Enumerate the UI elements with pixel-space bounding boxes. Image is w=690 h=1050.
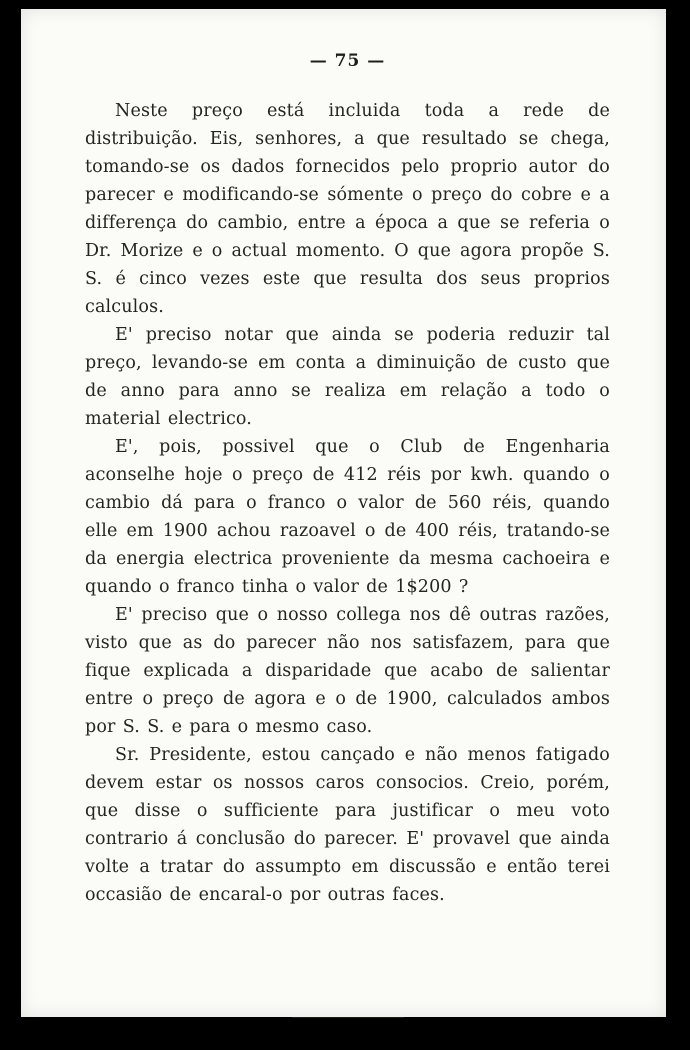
section-divider [292, 1017, 404, 1018]
page-number: — 75 — [309, 51, 386, 71]
paragraph: Neste preço está incluida toda a rede de distribuição. Eis, senhores, a que resultado se chega, tomando-se os dados fornecidos pelo proprio autor do parecer e modificando-se sómente o preço do cobre e a differença do cambio, entre a época a que se referia o Dr. Morize e o actual momento. O que agora propõe S. S. é cinco vezes este que resulta dos seus proprios calculos. [85, 101, 610, 317]
paragraph: E', pois, possivel que o Club de Engenharia aconselhe hoje o preço de 412 réis por kwh. quando o cambio dá para o franco o valor de 560 réis, quando elle em 1900 achou razoavel o de 400 réis, tratando-se da energia electrica proveniente da mesma cachoeira e quando o franco tinha o valor de 1$200 ? [85, 437, 610, 597]
paragraph: E' preciso que o nosso collega nos dê outras razões, visto que as do parecer não nos satisfazem, para que fique explicada a disparidade que acabo de salientar entre o preço de agora e o de 1900, calculados ambos por S. S. e para o mesmo caso. [85, 605, 610, 737]
document-page [21, 9, 666, 1017]
paragraph: Sr. Presidente, estou cançado e não menos fatigado devem estar os nossos caros consocios. Creio, porém, que disse o sufficiente para justificar o meu voto contrario á conclusão do parecer. E' provavel que ainda volte a tratar do assumpto em discussão e então terei occasião de encaral-o por outras faces. [85, 745, 610, 905]
body-text [85, 97, 610, 909]
paragraph: E' preciso notar que ainda se poderia reduzir tal preço, levando-se em conta a diminuição de custo que de anno para anno se realiza em relação a todo o material electrico. [85, 325, 610, 429]
